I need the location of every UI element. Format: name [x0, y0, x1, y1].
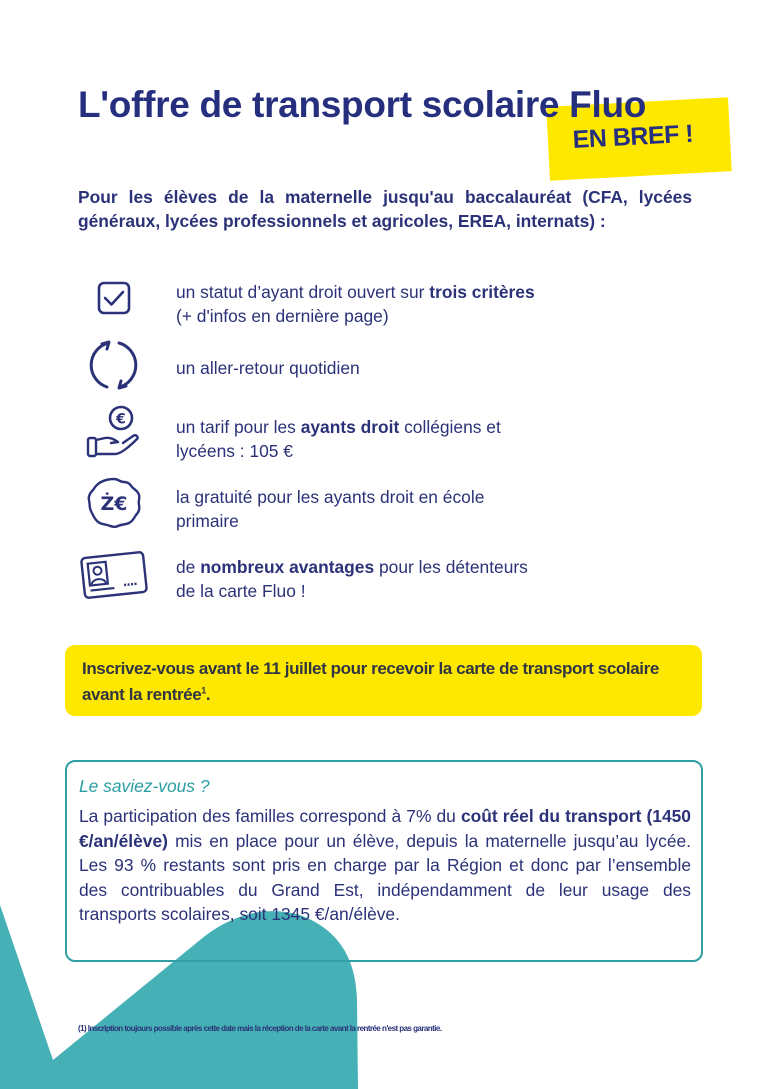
intro-paragraph: Pour les élèves de la maternelle jusqu'au baccalauréat (CFA, lycées généraux, lycées professionnels et agricoles, EREA, internats) : — [78, 187, 692, 231]
did-you-know-box — [65, 760, 703, 962]
registration-text: Inscrivez-vous avant le 11 juillet pour recevoir la carte de transport scolaire avant la rentrée — [82, 659, 659, 704]
footnote-ref: 1 — [201, 685, 206, 696]
hand-euro-coin-icon — [78, 405, 150, 461]
id-card-icon — [78, 547, 150, 603]
svg-text:Ż€: Ż€ — [100, 493, 128, 515]
checkbox-icon — [78, 281, 150, 315]
footnote: (1) Inscription toujours possible après cette date mais la réception de la carte avant la rentrée n'est pas garantie. — [78, 1024, 442, 1033]
feature-text: un statut d’ayant droit ouvert sur trois critères (+ d'infos en dernière page) — [176, 282, 535, 326]
feature-text: un aller-retour quotidien — [176, 358, 360, 378]
feature-text: de nombreux avantages pour les détenteurs de la carte Fluo ! — [176, 557, 528, 601]
zero-euro-badge-icon — [78, 475, 150, 531]
did-you-know-title: Le saviez-vous ? — [79, 776, 210, 796]
did-you-know-body: La participation des familles correspond à 7% du coût réel du transport (1450 €/an/élève) mis en place pour un élève, depuis la maternelle jusqu’au lycée. Les 93 % restants sont pris en charge par la Région et donc par l’ensemble des contribuables du Grand Est, indépendamment de leur usage des transports scolaires, soit 1345 €/an/élève. — [79, 806, 691, 924]
registration-callout: Inscrivez-vous avant le 11 juillet pour recevoir la carte de transport scolaire avant la rentrée$^1$. — [65, 645, 702, 716]
feature-text: la gratuité pour les ayants droit en école primaire — [176, 487, 485, 531]
en-bref-label: EN BREF ! — [572, 119, 694, 154]
feature-text: un tarif pour les ayants droit collégiens et lycéens : 105 € — [176, 417, 501, 461]
page-title: L'offre de transport scolaire Fluo — [78, 84, 647, 125]
svg-text:€: € — [116, 411, 126, 428]
round-trip-arrows-icon — [78, 337, 150, 393]
